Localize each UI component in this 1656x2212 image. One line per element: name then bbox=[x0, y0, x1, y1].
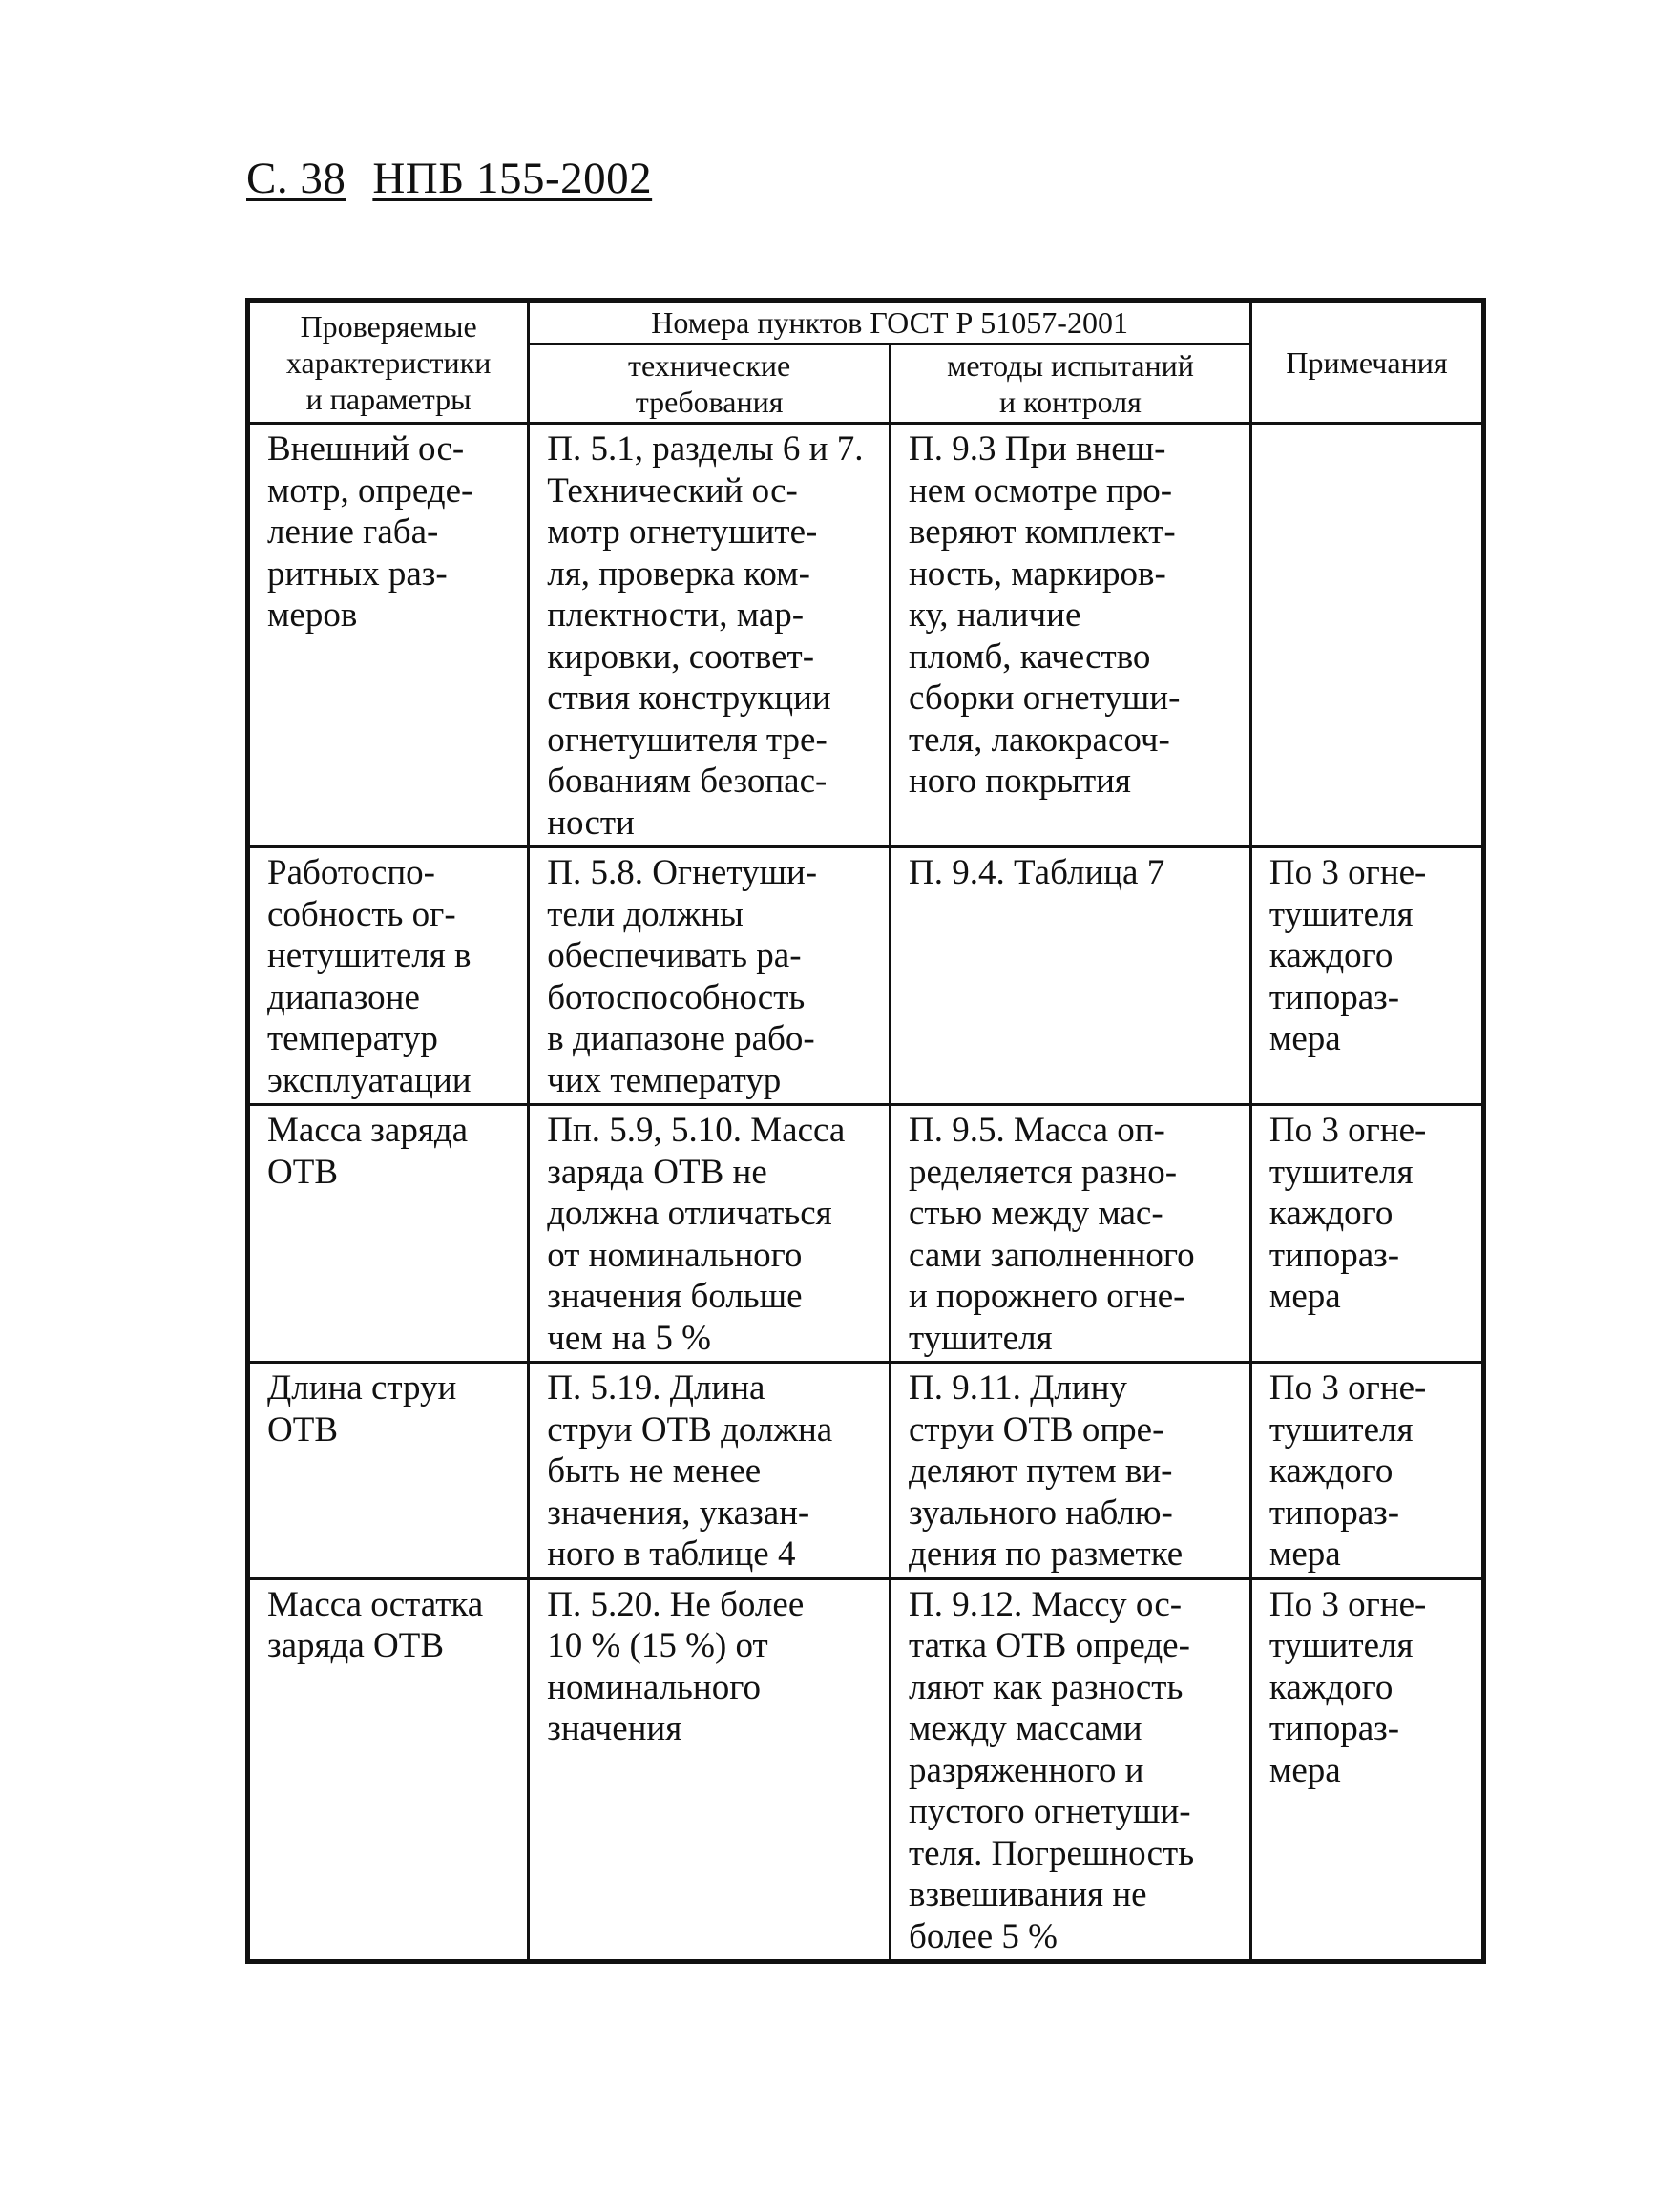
cell-test-method: П. 9.4. Таблица 7 bbox=[891, 847, 1251, 1105]
cell-parameter: Внешний ос- мотр, опреде- ление габа- ритных раз- меров bbox=[248, 424, 529, 847]
table-row bbox=[248, 847, 1484, 1105]
cell-technical-requirement: П. 5.20. Не более 10 % (15 %) от номинального значения bbox=[529, 1578, 891, 1962]
cell-note: По 3 огне- тушителя каждого типораз- мера bbox=[1250, 1363, 1483, 1579]
header-notes: Примечания bbox=[1250, 301, 1483, 424]
cell-note bbox=[1250, 424, 1483, 847]
header-technical-requirements: технические требования bbox=[529, 344, 891, 424]
table-row bbox=[248, 424, 1484, 847]
cell-parameter: Длина струи ОТВ bbox=[248, 1363, 529, 1579]
header-checked-parameters: Проверяемые характеристики и параметры bbox=[248, 301, 529, 424]
header-gost-item-numbers: Номера пунктов ГОСТ Р 51057-2001 bbox=[529, 301, 1251, 344]
page-header bbox=[246, 153, 679, 204]
test-requirements-table bbox=[245, 298, 1486, 1964]
table-row bbox=[248, 1578, 1484, 1962]
cell-test-method: П. 9.3 При внеш- нем осмотре про- веряют комплект- ность, маркиров- ку, наличие пломб, качество сборки огнетуши- теля, лакокрасоч- ного покрытия bbox=[891, 424, 1251, 847]
cell-parameter: Масса заряда ОТВ bbox=[248, 1105, 529, 1363]
cell-note: По 3 огне- тушителя каждого типораз- мера bbox=[1250, 1578, 1483, 1962]
cell-technical-requirement: П. 5.19. Длина струи ОТВ должна быть не менее значения, указан- ного в таблице 4 bbox=[529, 1363, 891, 1579]
cell-parameter: Масса остатка заряда ОТВ bbox=[248, 1578, 529, 1962]
cell-parameter: Работоспо- собность ог- нетушителя в диапазоне температур эксплуатации bbox=[248, 847, 529, 1105]
cell-technical-requirement: П. 5.8. Огнетуши- тели должны обеспечивать ра- ботоспособность в диапазоне рабо- чих температур bbox=[529, 847, 891, 1105]
page-number: С. 38 bbox=[246, 154, 346, 203]
table-row bbox=[248, 1363, 1484, 1579]
header-test-methods: методы испытаний и контроля bbox=[891, 344, 1251, 424]
cell-test-method: П. 9.12. Массу ос- татка ОТВ опреде- ляют как разность между массами разряженного и пустого огнетуши- теля. Погрешность взвешивания не более 5 % bbox=[891, 1578, 1251, 1962]
cell-test-method: П. 9.11. Длину струи ОТВ опре- деляют путем ви- зуального наблю- дения по разметке bbox=[891, 1363, 1251, 1579]
table-row bbox=[248, 1105, 1484, 1363]
cell-technical-requirement: Пп. 5.9, 5.10. Масса заряда ОТВ не должна отличаться от номинального значения больше чем на 5 % bbox=[529, 1105, 891, 1363]
cell-note: По 3 огне- тушителя каждого типораз- мера bbox=[1250, 847, 1483, 1105]
document-code: НПБ 155-2002 bbox=[372, 154, 653, 203]
cell-test-method: П. 9.5. Масса оп- ределяется разно- стью между мас- сами заполненного и порожнего огне- тушителя bbox=[891, 1105, 1251, 1363]
cell-technical-requirement: П. 5.1, разделы 6 и 7. Технический ос- мотр огнетушите- ля, проверка ком- плектности, мар- кировки, соответ- ствия конструкции огнетушителя тре- бованиям безопас- ности bbox=[529, 424, 891, 847]
cell-note: По 3 огне- тушителя каждого типораз- мера bbox=[1250, 1105, 1483, 1363]
